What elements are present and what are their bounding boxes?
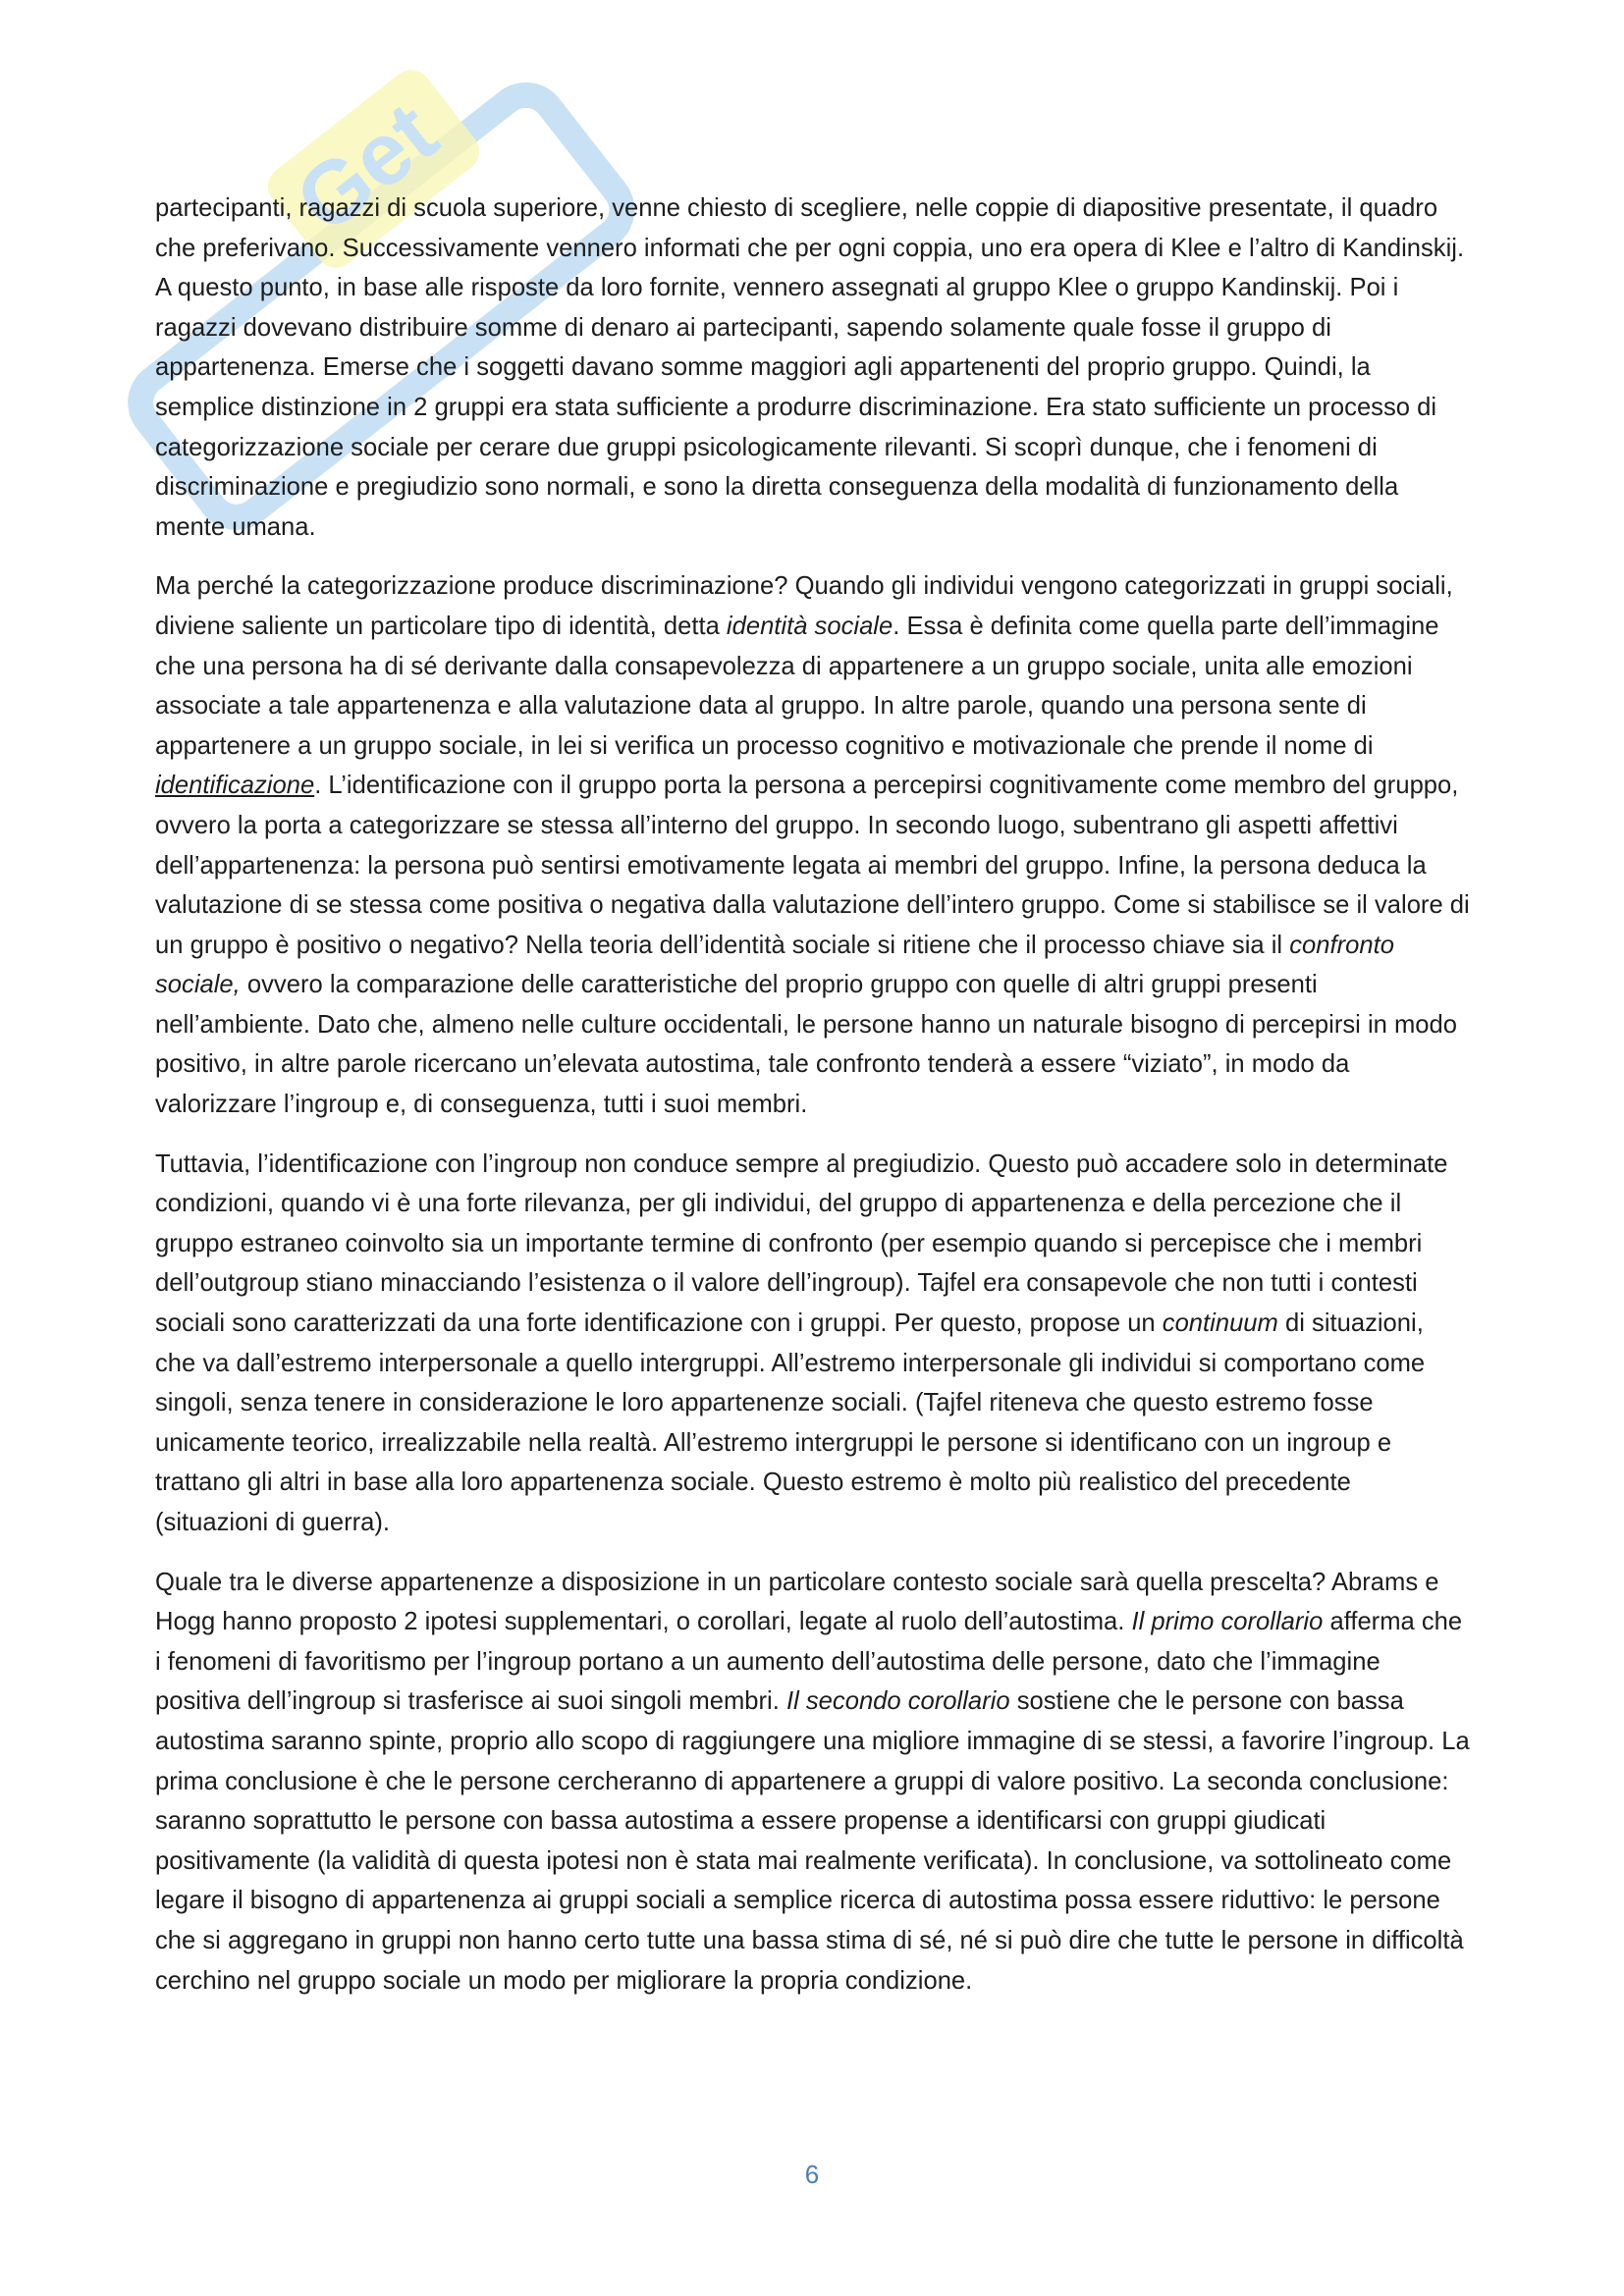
paragraph-text: Quale tra le diverse appartenenze a disposizione in un particolare contesto sociale sarà quella prescelta? Abrams e Hogg hanno proposto 2 ipotesi supplementari, o corollari, legate al ruolo dell’autostima. bbox=[155, 1568, 1439, 1636]
body-paragraph bbox=[155, 188, 1471, 547]
body-paragraph bbox=[155, 1145, 1471, 1543]
paragraph-text: sostiene che le persone con bassa autostima saranno spinte, proprio allo scopo di raggiungere una migliore immagine di se stessi, a favorire l’ingroup. La prima conclusione è che le persone cercheranno di appartenere a gruppi di valore positivo. La seconda conclusione: saranno soprattutto le persone con bassa autostima a essere propense a identificarsi con gruppi giudicati positivamente (la validità di questa ipotesi non è stata mai realmente verificata). In conclusione, va sottolineato come legare il bisogno di appartenenza ai gruppi sociali a semplice ricerca di autostima possa essere riduttivo: le persone che si aggregano in gruppi non hanno certo tutte una bassa stima di sé, né si può dire che tutte le persone in difficoltà cerchino nel gruppo sociale un modo per migliorare la propria condizione. bbox=[155, 1687, 1470, 1995]
watermark-brand: Get bbox=[278, 83, 456, 252]
emphasis-text: Il primo corollario bbox=[1131, 1608, 1324, 1636]
body-paragraph bbox=[155, 1563, 1471, 2002]
paragraph-text: ovvero la comparazione delle caratteristiche del proprio gruppo con quelle di altri gruppi presenti nell’ambiente. Dato che, almeno nelle culture occidentali, le persone hanno un naturale bisogno di percepirsi in modo positivo, in altre parole ricercano un’elevata autostima, tale confronto tenderà a essere “viziato”, in modo da valorizzare l’ingroup e, di conseguenza, tutti i suoi membri. bbox=[155, 971, 1458, 1119]
paragraph-text: Tuttavia, l’identificazione con l’ingroup non conduce sempre al pregiudizio. Questo può accadere solo in determinate condizioni, quando vi è una forte rilevanza, per gli individui, del gruppo di appartenenza e della percezione che il gruppo estraneo coinvolto sia un importante termine di confronto (per esempio quando si percepisce che i membri dell’outgroup stiano minacciando l’esistenza o il valore dell’ingroup). Tajfel era consapevole che non tutti i contesti sociali sono caratterizzati da una forte identificazione con i gruppi. Per questo, propose un bbox=[155, 1149, 1448, 1338]
emphasis-text: Il secondo corollario bbox=[785, 1687, 1010, 1716]
paragraph-text: di situazioni, che va dall’estremo interpersonale a quello intergruppi. All’estremo interpersonale gli individui si comportano come singoli, senza tenere in considerazione le loro appartenenze sociali. (Tajfel riteneva che questo estremo fosse unicamente teorico, irrealizzabile nella realtà. All’estremo intergruppi le persone si identificano con un ingroup e trattano gli altri in base alla loro appartenenza sociale. Questo estremo è molto più realistico del precedente (situazioni di guerra). bbox=[155, 1309, 1426, 1536]
emphasis-text: identità sociale bbox=[726, 612, 893, 640]
body-paragraph bbox=[155, 566, 1471, 1124]
page-content bbox=[155, 188, 1471, 2020]
page-number: 6 bbox=[804, 2160, 820, 2189]
paragraph-text: . L’identificazione con il gruppo porta la persona a percepirsi cognitivamente come membro del gruppo, ovvero la porta a categorizzare se stessa all’interno del gruppo. In secondo luogo, subentrano gli aspetti affettivi dell’appartenenza: la persona può sentirsi emotivamente legata ai membri del gruppo. Infine, la persona deduca la valutazione di se stessa come positiva o negativa dalla valutazione dell’intero gruppo. Come si stabilisce se il valore di un gruppo è positivo o negativo? Nella teoria dell’identità sociale si ritiene che il processo chiave sia il bbox=[155, 772, 1470, 959]
paragraph-text: Ma perché la categorizzazione produce discriminazione? Quando gli individui vengono categorizzati in gruppi sociali, diviene saliente un particolare tipo di identità, detta bbox=[155, 572, 1453, 640]
emphasis-text: continuum bbox=[1162, 1309, 1278, 1338]
emphasis-text: confronto sociale, bbox=[155, 931, 1394, 999]
paragraph-text: . Essa è definita come quella parte dell’immagine che una persona ha di sé derivante dalla consapevolezza di appartenere a un gruppo sociale, unita alle emozioni associate a tale appartenenza e alla valutazione data al gruppo. In altre parole, quando una persona sente di appartenere a un gruppo sociale, in lei si verifica un processo cognitivo e motivazionale che prende il nome di bbox=[155, 612, 1439, 760]
paragraph-text: afferma che i fenomeni di favoritismo per l’ingroup portano a un aumento dell’autostima delle persone, dato che l’immagine positiva dell’ingroup si trasferisce ai suoi singoli membri. bbox=[155, 1608, 1463, 1716]
paragraph-text: partecipanti, ragazzi di scuola superiore, venne chiesto di scegliere, nelle coppie di diapositive presentate, il quadro che preferivano. Successivamente vennero informati che per ogni coppia, uno era opera di Klee e l’altro di Kandinskij. A questo punto, in base alle risposte da loro fornite, vennero assegnati al gruppo Klee o gruppo Kandinskij. Poi i ragazzi dovevano distribuire somme di denaro ai partecipanti, sapendo solamente quale fosse il gruppo di appartenenza. Emerse che i soggetti davano somme maggiori agli appartenenti del proprio gruppo. Quindi, la semplice distinzione in 2 gruppi era stata sufficiente a produrre discriminazione. Era stato sufficiente un processo di categorizzazione sociale per cerare due gruppi psicologicamente rilevanti. Si scoprì dunque, che i fenomeni di discriminazione e pregiudizio sono normali, e sono la diretta conseguenza della modalità di funzionamento della mente umana. bbox=[155, 194, 1465, 541]
underlined-term: identificazione bbox=[155, 772, 315, 800]
